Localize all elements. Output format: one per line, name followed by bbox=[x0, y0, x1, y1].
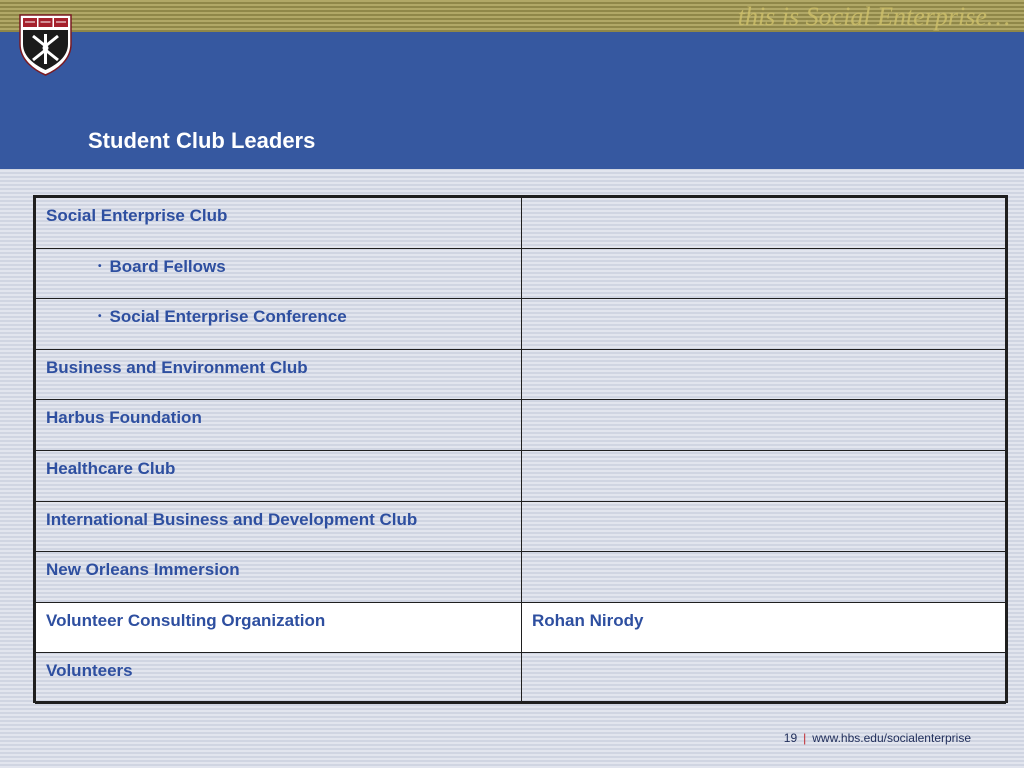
club-name: Social Enterprise Club bbox=[46, 206, 228, 225]
hbs-shield-icon bbox=[19, 14, 72, 76]
club-name-cell bbox=[36, 400, 522, 451]
leader-name-cell bbox=[522, 248, 1006, 299]
clubs-table bbox=[33, 195, 1008, 703]
club-name-cell bbox=[36, 349, 522, 400]
leader-name-cell bbox=[522, 349, 1006, 400]
club-name-cell bbox=[36, 248, 522, 299]
club-name: Healthcare Club bbox=[46, 458, 176, 478]
tagline: this is Social Enterprise… bbox=[737, 2, 1010, 31]
leader-name-cell: Rohan Nirody bbox=[522, 602, 1006, 653]
table-row bbox=[36, 450, 1006, 501]
table-row bbox=[36, 552, 1006, 603]
table-row bbox=[36, 653, 1006, 704]
leader-name-cell bbox=[522, 450, 1006, 501]
leader-name-cell bbox=[522, 400, 1006, 451]
club-name: Volunteers bbox=[46, 661, 133, 681]
table-row bbox=[36, 400, 1006, 451]
club-name: Social Enterprise Conference bbox=[109, 307, 347, 327]
leader-name-cell bbox=[522, 552, 1006, 603]
club-name: Harbus Foundation bbox=[46, 408, 202, 428]
club-name-cell bbox=[36, 198, 522, 249]
bullet-icon: • bbox=[98, 311, 102, 323]
top-gold-band bbox=[0, 0, 1024, 32]
page-title: Student Club Leaders bbox=[88, 128, 316, 153]
club-name-cell bbox=[36, 299, 522, 350]
table-row bbox=[36, 501, 1006, 552]
footer-separator: | bbox=[803, 731, 807, 745]
table-row bbox=[36, 602, 1006, 653]
table-row bbox=[36, 198, 1006, 249]
page-number: 19 bbox=[783, 731, 798, 745]
club-name-cell bbox=[36, 602, 522, 653]
table-row bbox=[36, 349, 1006, 400]
bullet-icon: • bbox=[98, 260, 102, 272]
club-name: Board Fellows bbox=[109, 256, 226, 276]
leader-name-cell bbox=[522, 299, 1006, 350]
footer bbox=[784, 731, 971, 745]
club-name: Business and Environment Club bbox=[46, 357, 308, 377]
leader-name-cell bbox=[522, 653, 1006, 704]
club-name-cell bbox=[36, 450, 522, 501]
leader-name-cell bbox=[522, 198, 1006, 249]
club-name: Volunteer Consulting Organization bbox=[46, 610, 326, 630]
club-name: New Orleans Immersion bbox=[46, 560, 240, 580]
footer-url[interactable]: www.hbs.edu/socialenterprise bbox=[812, 731, 971, 745]
table-row bbox=[36, 299, 1006, 350]
club-name-cell bbox=[36, 501, 522, 552]
club-name-cell bbox=[36, 552, 522, 603]
table-row bbox=[36, 248, 1006, 299]
leader-name-cell bbox=[522, 501, 1006, 552]
club-name-cell bbox=[36, 653, 522, 704]
club-name: International Business and Development Club bbox=[46, 509, 418, 529]
